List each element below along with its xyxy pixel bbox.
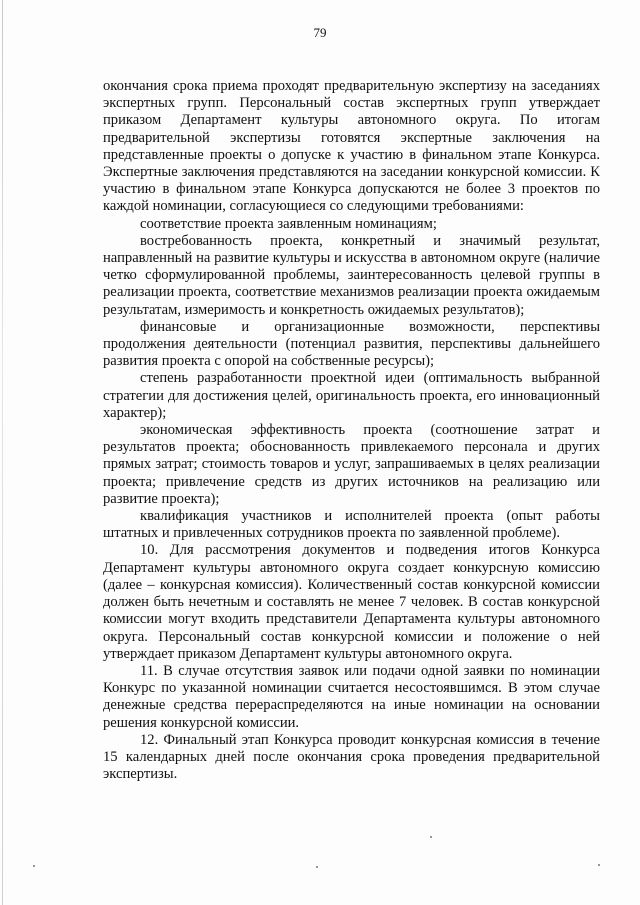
criterion-qualification: квалификация участников и исполнителей проекта (опыт работы штатных и привлеченных сотрудников проекта по заявленной проблеме). (103, 508, 600, 542)
scan-edge (2, 0, 3, 905)
criterion-economic-efficiency: экономическая эффективность проекта (соотношение затрат и результатов проекта; обоснованность привлекаемого персонала и других прямых затрат; стоимость товаров и услуг, запрашиваемых в целях реализации проекта; привлечение средств из других источников на реализацию или развитие проекта); (103, 422, 600, 507)
clause-11: 11. В случае отсутствия заявок или подачи одной заявки по номинации Конкурс по указанной номинации считается несостоявшимся. В этом случае денежные средства перераспределяются на иные номинации на основании решения конкурсной комиссии. (103, 662, 600, 731)
criterion-nomination-match: соответствие проекта заявленным номинациям; (140, 215, 437, 232)
scan-speck (430, 836, 432, 838)
clause-12: 12. Финальный этап Конкурса проводит конкурсная комиссия в течение 15 календарных дней после окончания срока проведения предварительной экспертизы. (103, 731, 600, 783)
criterion-idea-development: степень разработанности проектной идеи (оптимальность выбранной стратегии для достижения целей, оригинальность проекта, его инновационный характер); (103, 370, 600, 421)
scan-speck (316, 866, 318, 868)
paragraph-continuation: окончания срока приема проходят предварительную экспертизу на заседаниях экспертных групп. Персональный состав экспертных групп утверждает приказом Департамент культуры автономного округа. По итогам предварительной экспертизы готовятся экспертные заключения на представленные проекты о допуске к участию в финальном этапе Конкурса. Экспертные заключения представляются на заседании конкурсной комиссии. К участию в финальном этапе Конкурса допускаются не более 3 проектов по каждой номинации, согласующиеся со следующими требованиями: (103, 78, 600, 215)
criterion-relevance: востребованность проекта, конкретный и значимый результат, направленный на развитие культуры и искусства в автономном округе (наличие четко сформулированной проблемы, заинтересованность целевой группы в реализации проекта, соответствие механизмов реализации проекта ожидаемым результатам, измеримость и конкретность ожидаемых результатов); (103, 232, 600, 318)
scan-speck (33, 865, 35, 867)
scan-speck (598, 864, 600, 866)
criterion-financial-capacity: финансовые и организационные возможности, перспективы продолжения деятельности (потенциал развития, перспективы дальнейшего развития проекта с опорой на собственные ресурсы); (103, 318, 600, 370)
clause-10: 10. Для рассмотрения документов и подведения итогов Конкурса Департамент культуры автономного округа создает конкурсную комиссию (далее – конкурсная комиссия). Количественный состав конкурсной комиссии должен быть нечетным и составлять не менее 7 человек. В состав конкурсной комиссии могут входить представители Департамента культуры автономного округа. Персональный состав конкурсной комиссии и положение о ней утверждает приказом Департамент культуры автономного округа. (103, 542, 600, 662)
page-number: 79 (313, 25, 327, 40)
document-body (103, 78, 600, 783)
